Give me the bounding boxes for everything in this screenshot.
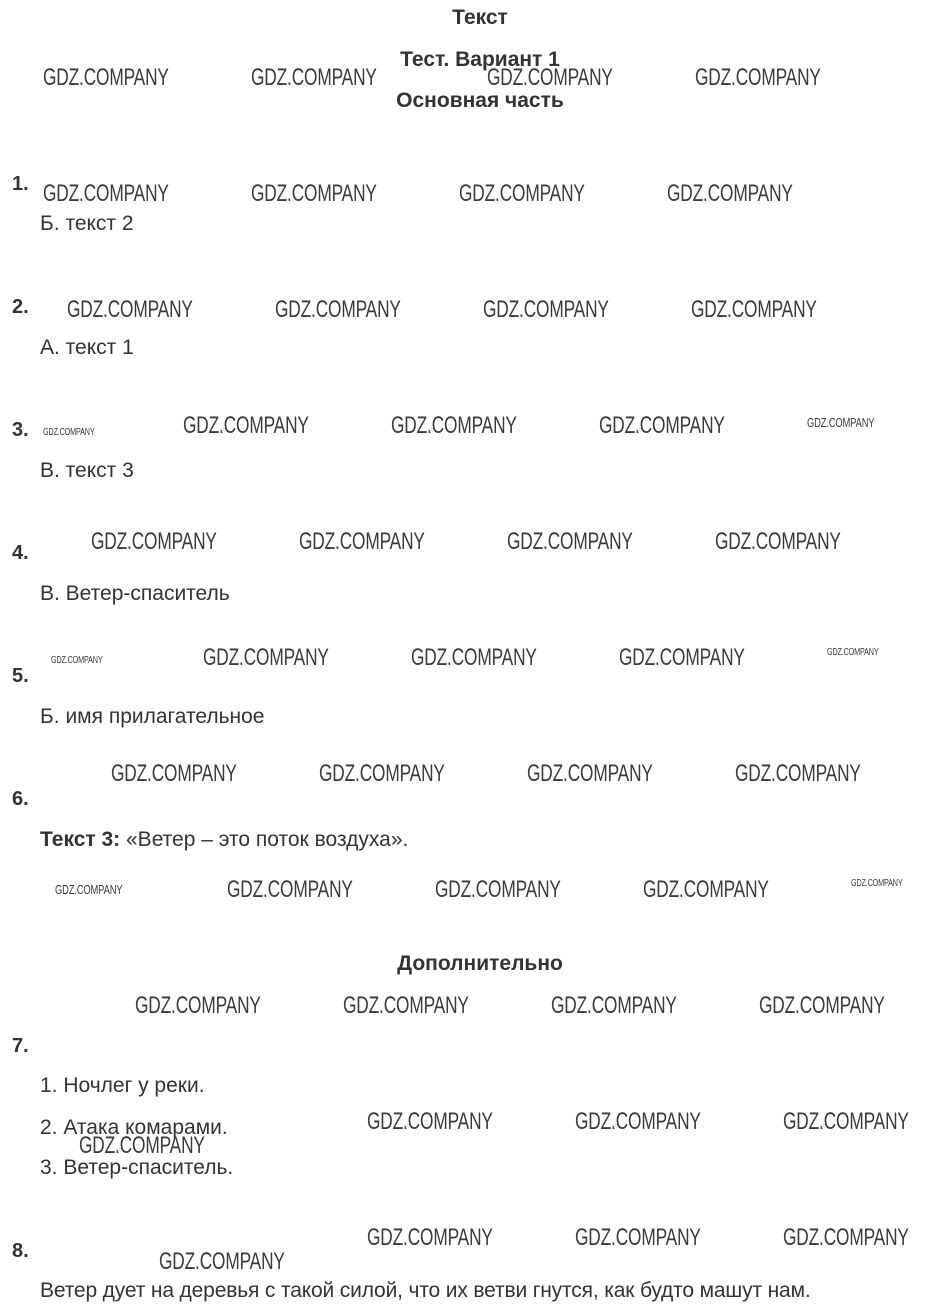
answer-6-label: Текст 3:	[40, 828, 121, 851]
watermark-text: GDZ.COMPANY	[487, 64, 613, 91]
watermark-text: GDZ.COMPANY	[251, 64, 377, 91]
watermark-text: GDZ.COMPANY	[435, 876, 561, 903]
watermark-text: GDZ.COMPANY	[299, 528, 425, 555]
plan-item-1: 1. Ночлег у реки.	[40, 1074, 205, 1097]
watermark-text: GDZ.COMPANY	[135, 992, 261, 1019]
watermark-text: GDZ.COMPANY	[691, 296, 817, 323]
watermark-text: GDZ.COMPANY	[183, 412, 309, 439]
watermark-text: GDZ.COMPANY	[43, 180, 169, 207]
watermark-text: GDZ.COMPANY	[203, 644, 329, 671]
answer-6	[40, 829, 408, 850]
watermark-text: GDZ.COMPANY	[599, 412, 725, 439]
answer-3: В. текст 3	[40, 459, 134, 482]
watermark-text: GDZ.COMPANY	[51, 655, 103, 666]
watermark-text: GDZ.COMPANY	[783, 1224, 909, 1251]
watermark-text: GDZ.COMPANY	[411, 644, 537, 671]
watermark-text: GDZ.COMPANY	[343, 992, 469, 1019]
watermark-text: GDZ.COMPANY	[43, 427, 95, 438]
answer-4: В. Ветер-спаситель	[40, 582, 230, 605]
question-number-1: 1.	[12, 173, 29, 195]
answer-5: Б. имя прилагательное	[40, 705, 265, 728]
watermark-text: GDZ.COMPANY	[783, 1108, 909, 1135]
watermark-text: GDZ.COMPANY	[111, 760, 237, 787]
watermark-text: GDZ.COMPANY	[43, 64, 169, 91]
answer-8: Ветер дует на деревья с такой силой, что их ветви гнутся, как будто машут нам.	[40, 1279, 811, 1302]
question-number-2: 2.	[12, 296, 29, 318]
watermark-text: GDZ.COMPANY	[643, 876, 769, 903]
watermark-text: GDZ.COMPANY	[367, 1108, 493, 1135]
main-part-heading: Основная часть	[396, 89, 564, 112]
extra-part-heading: Дополнительно	[397, 952, 563, 975]
watermark-text: GDZ.COMPANY	[827, 647, 879, 658]
watermark-text: GDZ.COMPANY	[735, 760, 861, 787]
question-number-5: 5.	[12, 665, 29, 687]
answer-2: А. текст 1	[40, 336, 134, 359]
answer-6-text: «Ветер – это поток воздуха».	[120, 828, 409, 851]
watermark-text: GDZ.COMPANY	[807, 415, 875, 430]
watermark-text: GDZ.COMPANY	[67, 296, 193, 323]
watermark-text: GDZ.COMPANY	[367, 1224, 493, 1251]
watermark-text: GDZ.COMPANY	[715, 528, 841, 555]
watermark-text: GDZ.COMPANY	[227, 876, 353, 903]
question-number-4: 4.	[12, 542, 29, 564]
watermark-text: GDZ.COMPANY	[551, 992, 677, 1019]
watermark-text: GDZ.COMPANY	[91, 528, 217, 555]
watermark-text: GDZ.COMPANY	[275, 296, 401, 323]
watermark-text: GDZ.COMPANY	[527, 760, 653, 787]
question-number-7: 7.	[12, 1035, 29, 1057]
watermark-text: GDZ.COMPANY	[575, 1224, 701, 1251]
question-number-8: 8.	[12, 1240, 29, 1262]
watermark-text: GDZ.COMPANY	[667, 180, 793, 207]
watermark-text: GDZ.COMPANY	[507, 528, 633, 555]
variant-heading: Тест. Вариант 1	[400, 48, 560, 71]
page-title: Текст	[452, 6, 508, 29]
watermark-text: GDZ.COMPANY	[55, 882, 123, 897]
watermark-text: GDZ.COMPANY	[319, 760, 445, 787]
question-number-6: 6.	[12, 788, 29, 810]
watermark-text: GDZ.COMPANY	[459, 180, 585, 207]
watermark-text: GDZ.COMPANY	[759, 992, 885, 1019]
answer-1: Б. текст 2	[40, 212, 134, 235]
watermark-text: GDZ.COMPANY	[391, 412, 517, 439]
question-number-3: 3.	[12, 419, 29, 441]
plan-item-2: 2. Атака комарами.	[40, 1116, 228, 1139]
watermark-text: GDZ.COMPANY	[851, 878, 903, 889]
watermark-text: GDZ.COMPANY	[483, 296, 609, 323]
watermark-text: GDZ.COMPANY	[619, 644, 745, 671]
watermark-text: GDZ.COMPANY	[159, 1248, 285, 1275]
watermark-text: GDZ.COMPANY	[79, 1132, 205, 1159]
plan-item-3: 3. Ветер-спаситель.	[40, 1156, 234, 1179]
watermark-text: GDZ.COMPANY	[575, 1108, 701, 1135]
watermark-text: GDZ.COMPANY	[695, 64, 821, 91]
watermark-text: GDZ.COMPANY	[251, 180, 377, 207]
